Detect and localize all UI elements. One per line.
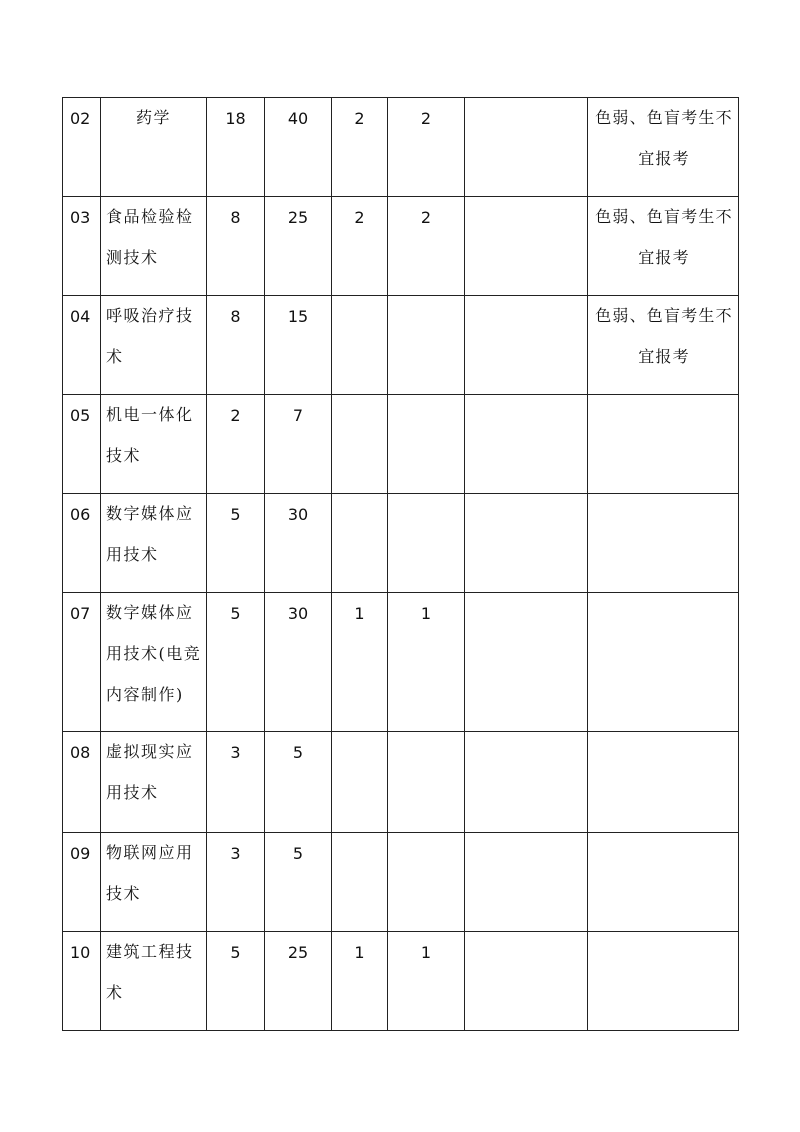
remark [588, 922, 738, 931]
count-1: 5 [230, 604, 241, 623]
count-4 [388, 494, 464, 505]
major-name: 数字媒体应用技术 [106, 504, 194, 564]
remark [588, 583, 738, 592]
remark [588, 823, 738, 832]
count-5 [465, 593, 587, 604]
count-3: 2 [354, 109, 365, 128]
major-code: 03 [70, 208, 91, 227]
count-3 [332, 494, 387, 505]
table-row [63, 395, 739, 494]
count-4 [388, 833, 464, 844]
major-name: 虚拟现实应用技术 [106, 742, 194, 802]
count-5 [465, 395, 587, 406]
remark: 色弱、色盲考生不宜报考 [595, 306, 733, 366]
major-name: 数字媒体应用技术(电竞内容制作) [106, 603, 202, 704]
table-row [63, 833, 739, 932]
major-code: 05 [70, 406, 91, 425]
count-3 [332, 296, 387, 307]
table-row [63, 593, 739, 732]
count-1: 18 [225, 109, 246, 128]
count-1: 2 [230, 406, 241, 425]
major-name: 物联网应用技术 [106, 843, 194, 903]
count-4 [388, 296, 464, 307]
count-2: 25 [287, 208, 309, 227]
count-4 [388, 395, 464, 406]
count-3: 1 [354, 604, 365, 623]
count-3 [332, 395, 387, 406]
count-4: 1 [420, 943, 432, 962]
count-5 [465, 494, 587, 505]
count-1: 3 [230, 743, 241, 762]
major-name: 食品检验检测技术 [106, 207, 194, 267]
remark [588, 484, 738, 493]
count-5 [465, 98, 587, 109]
count-5 [465, 932, 587, 943]
count-1: 5 [230, 943, 241, 962]
count-2: 30 [287, 505, 309, 524]
count-2: 40 [287, 109, 309, 128]
major-code: 06 [70, 505, 91, 524]
count-2: 7 [292, 406, 304, 425]
count-5 [465, 833, 587, 844]
count-1: 8 [230, 208, 241, 227]
count-5 [465, 296, 587, 307]
table-row [63, 296, 739, 395]
count-4 [388, 732, 464, 743]
table-row [63, 732, 739, 833]
major-name: 机电一体化技术 [106, 405, 194, 465]
count-4: 2 [420, 208, 432, 227]
count-1: 8 [230, 307, 241, 326]
major-code: 09 [70, 844, 91, 863]
remark [588, 385, 738, 394]
count-4: 1 [420, 604, 432, 623]
count-4: 2 [420, 109, 432, 128]
major-name: 呼吸治疗技术 [106, 306, 194, 366]
count-5 [465, 732, 587, 743]
count-1: 5 [230, 505, 241, 524]
major-code: 04 [70, 307, 91, 326]
table-row [63, 494, 739, 593]
count-2: 5 [292, 743, 304, 762]
count-3: 2 [354, 208, 365, 227]
remark [588, 722, 738, 731]
majors-table [62, 97, 739, 1031]
remark: 色弱、色盲考生不宜报考 [595, 108, 733, 168]
count-2: 25 [287, 943, 309, 962]
major-code: 07 [70, 604, 91, 623]
major-code: 08 [70, 743, 91, 762]
count-2: 30 [287, 604, 309, 623]
count-2: 15 [287, 307, 309, 326]
remark: 色弱、色盲考生不宜报考 [595, 207, 733, 267]
major-name: 药学 [135, 108, 171, 127]
major-name: 建筑工程技术 [106, 942, 194, 1002]
major-code: 10 [70, 943, 91, 962]
count-3 [332, 732, 387, 743]
count-3: 1 [354, 943, 365, 962]
count-1: 3 [230, 844, 241, 863]
major-code: 02 [70, 109, 91, 128]
count-2: 5 [292, 844, 304, 863]
table-row [63, 932, 739, 1031]
table-row [63, 98, 739, 197]
count-3 [332, 833, 387, 844]
table-row [63, 197, 739, 296]
count-5 [465, 197, 587, 208]
